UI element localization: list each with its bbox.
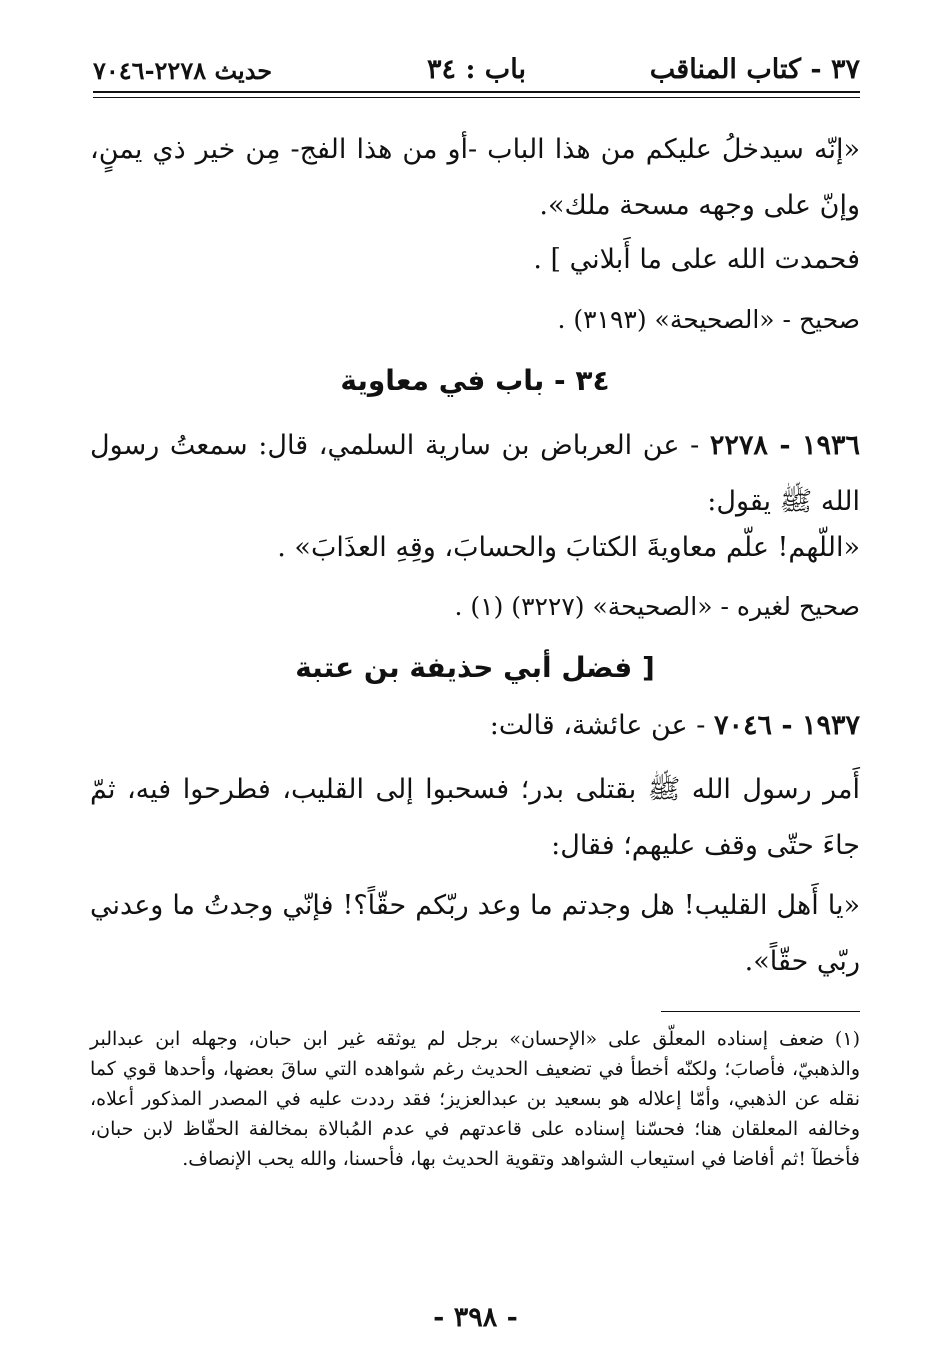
hadith-1936-matn: «اللّهم! علّم معاويةَ الكتابَ والحسابَ، وقِهِ العذَابَ» . xyxy=(277,532,860,563)
header-rule-thin xyxy=(93,97,860,98)
header-rule-thick xyxy=(93,91,860,93)
hadith-1936-number: ١٩٣٦ - ٢٢٧٨ xyxy=(709,430,860,461)
hadith-prev-grade: صحيح - «الصحيحة» (٣١٩٣) . xyxy=(557,305,860,334)
page-number: - ٣٩٨ - xyxy=(433,1302,518,1333)
footnote-rule xyxy=(661,1011,860,1012)
section-34-heading: ٣٤ - باب في معاوية xyxy=(340,364,610,397)
hadith-prev-text: «إنّه سيدخلُ عليكم من هذا الباب -أو من هذا الفج- مِن خير ذي يمنٍ، وإنّ على وجهه مسحة ملك». xyxy=(90,134,860,221)
hadith-1936-isnad: - عن العرباض بن سارية السلمي، قال: سمعتُ رسول الله ﷺ يقول: xyxy=(90,430,860,517)
running-header xyxy=(93,50,860,90)
abu-hudhayfa-heading: [ فضل أبي حذيفة بن عتبة xyxy=(295,651,655,684)
header-hadith-range: حديث ٢٢٧٨-٧٠٤٦ xyxy=(93,56,273,85)
hadith-1936-grade: صحيح لغيره - «الصحيحة» (٣٢٢٧) (١) . xyxy=(454,592,860,621)
hadith-1937-text1: أَمر رسول الله ﷺ بقتلى بدر؛ فسحبوا إلى القليب، فطرحوا فيه، ثمّ جاءَ حتّى وقف عليهم؛ فقال: xyxy=(90,774,860,861)
hadith-1936-paragraph xyxy=(90,418,860,530)
hadith-1937-text2: «يا أَهل القليب! هل وجدتم ما وعد ربّكم حقّاً؟! فإنّي وجدتُ ما وعدني ربّي حقّاً». xyxy=(90,890,860,977)
hadith-prev-closing: فحمدت الله على ما أَبلاني ] . xyxy=(533,244,860,275)
header-chapter: ٣٧ - كتاب المناقب xyxy=(649,54,860,85)
footnote-1: (١) ضعف إسناده المعلّق على «الإحسان» برجل لم يوثقه غير ابن حبان، وجهله ابن عبدالبر والذهبيّ، فأصابَ؛ ولكنّه أخطأ في تضعيف الحديث رغم شواهده التي ساقَ بعضها، وأحدها قوي كما نقله عن الذهبي، وأمّا إعلاله هو بسعيد بن عبدالعزيز؛ فقد رددت عليه في المصدر المذكور أعلاه، وخالفه المعلقان هنا؛ فحسّنا إسناده على قاعدتهم في عدم المُبالاة بمخالفة الحفّاظ لابن حبان، فأخطآ !ثم أفاضا في استيعاب الشواهد وتقوية الحديث بها، فأحسنا، والله يحب الإنصاف. xyxy=(90,1028,860,1170)
header-bab: باب : ٣٤ xyxy=(427,54,526,85)
hadith-1937-number: ١٩٣٧ - ٧٠٤٦ xyxy=(713,710,860,741)
hadith-1937-isnad: - عن عائشة، قالت: xyxy=(489,710,714,741)
hadith-1937-header xyxy=(90,710,860,741)
